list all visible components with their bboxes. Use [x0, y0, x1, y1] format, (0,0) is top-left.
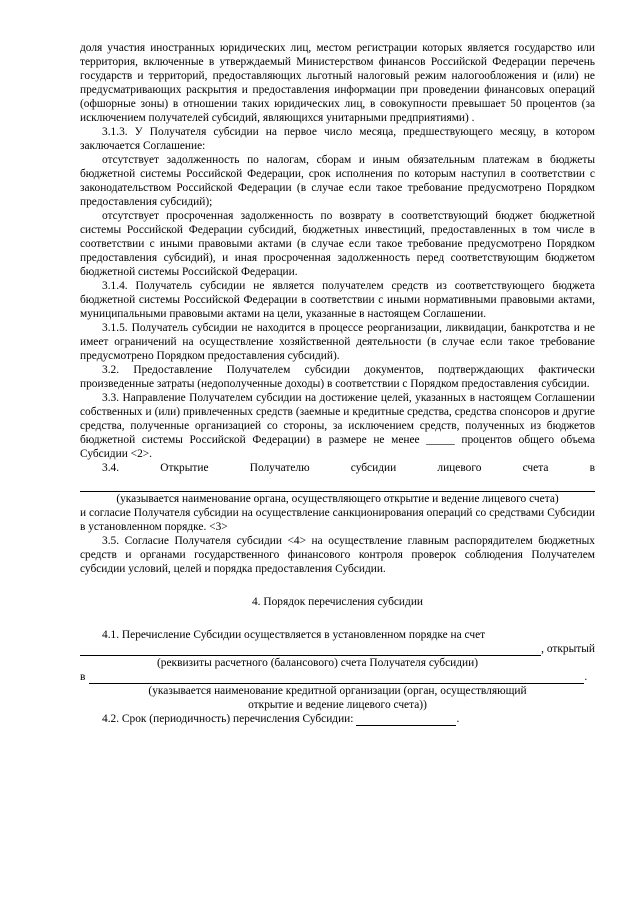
p34-word: Получателю: [249, 462, 310, 474]
account-organ-blank[interactable]: [80, 478, 595, 492]
p34-word: в: [589, 462, 595, 474]
hint-account-organ: (указывается наименование органа, осуществляющего открытие и ведение лицевого счета): [116, 493, 559, 505]
in-text: в: [80, 671, 86, 683]
paragraph-4-1-account-row: [80, 642, 595, 656]
hint-bank-name-line2: открытие и ведение лицевого счета)): [248, 699, 427, 711]
term-dot: .: [456, 713, 460, 725]
paragraph-3-4-line: [80, 461, 595, 475]
paragraph-4-2: [80, 712, 595, 726]
document-page: [80, 41, 595, 726]
term-blank[interactable]: [356, 714, 456, 726]
paragraph-3-1-4: 3.1.4. Получатель субсидии не является получателем средств из соответствующего бюджета бюджетной системы Российской Федерации в соответствии с иными нормативными правовыми актами, муниципальными правовыми актами на цели, указанные в настоящем Соглашении.: [80, 280, 595, 320]
paragraph-3-1-3: 3.1.3. У Получателя субсидии на первое число месяца, предшествующего месяцу, в котором заключается Соглашение:: [80, 126, 595, 152]
paragraph-3-1-5: 3.1.5. Получатель субсидии не находится в процессе реорганизации, ликвидации, банкротства и не имеет ограничений на осуществление хозяйственной деятельности (в случае если такое требование предусмотрено Порядком предоставления субсидий).: [80, 322, 595, 362]
paragraph-4-1: 4.1. Перечисление Субсидии осуществляется в установленном порядке на счет: [102, 629, 486, 641]
opened-text: , открытый: [541, 643, 595, 655]
p34-word: субсидии: [350, 462, 397, 474]
section-4-title: 4. Порядок перечисления субсидии: [251, 596, 424, 608]
paragraph-3-1-3-taxes: отсутствует задолженность по налогам, сборам и иным обязательным платежам в бюджеты бюджетной системы Российской Федерации, срок исполнения по которым наступил в соответствии с законодательством Российской Федерации (в случае если такое требование предусмотрено Порядком предоставления субсидий);: [80, 154, 595, 208]
p34-word: Открытие: [160, 462, 209, 474]
term-text: 4.2. Срок (периодичность) перечисления Субсидии:: [102, 713, 354, 725]
paragraph-3-4-cont: и согласие Получателя субсидии на осуществление санкционирования операций со средствами Субсидии в установленном порядке. <3>: [80, 507, 595, 533]
paragraph-4-1-bank-row: [80, 670, 595, 684]
hint-account-details: (реквизиты расчетного (балансового) счета Получателя субсидии): [157, 657, 478, 669]
paragraph-3-3: 3.3. Направление Получателем субсидии на достижение целей, указанных в настоящем Соглашении собственных и (или) привлеченных средств (заемные и кредитные средства, средства спонсоров и другие средства, полученные организацией со стороны, за исключением средств, полученных из бюджетов бюджетной системы Российской Федерации) в размере не менее _____ процентов общего объема Субсидии <2>.: [80, 392, 595, 460]
bank-name-blank[interactable]: [89, 672, 584, 684]
account-details-blank[interactable]: [80, 644, 541, 656]
paragraph-3-2: 3.2. Предоставление Получателем субсидии документов, подтверждающих фактически произведенные затраты (недополученные доходы) в соответствии с Порядком предоставления субсидии.: [80, 364, 595, 390]
p34-word: 3.4.: [102, 462, 120, 474]
paragraph-offshore: доля участия иностранных юридических лиц, местом регистрации которых является государство или территория, включенные в утверждаемый Министерством финансов Российской Федерации перечень государств и территорий, предоставляющих льготный налоговый режим налогообложения и (или) не предусматривающих раскрытия и предоставления информации при проведении финансовых операций (офшорные зоны) в отношении таких юридических лиц, в совокупности превышает 50 процентов (за исключением получателей субсидий, являющихся унитарными предприятиями) .: [80, 42, 595, 124]
paragraph-3-1-3-debt: отсутствует просроченная задолженность по возврату в соответствующий бюджет бюджетной системы Российской Федерации субсидий, бюджетных инвестиций, предоставленных в том числе в соответствии с иными правовыми актами (в случае если такое требование предусмотрено Порядком предоставления субсидий), и иная просроченная задолженность перед соответствующим бюджетом бюджетной системы Российской Федерации.: [80, 210, 595, 278]
p34-word: лицевого: [437, 462, 482, 474]
p34-word: счета: [522, 462, 549, 474]
paragraph-3-5: 3.5. Согласие Получателя субсидии <4> на осуществление главным распорядителем бюджетных средств и органами государственного финансового контроля проверок соблюдения Получателем субсидии условий, целей и порядка предоставления Субсидии.: [80, 535, 595, 575]
hint-bank-name-line1: (указывается наименование кредитной организации (орган, осуществляющий: [148, 685, 527, 697]
dot-text: .: [584, 671, 588, 683]
